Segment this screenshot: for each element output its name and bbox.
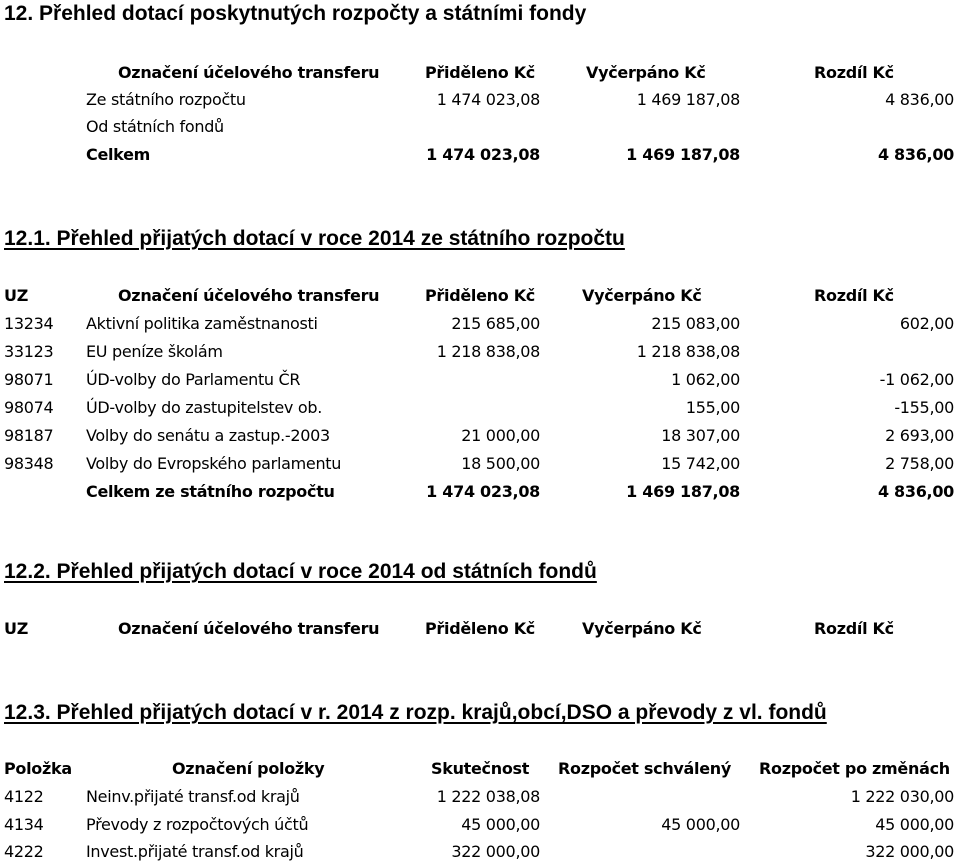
s2-row-allocated: 215 685,00 [451, 314, 540, 333]
s3-header-transfer: Označení účelového transferu [118, 619, 380, 638]
s4-header-item: Položka [4, 759, 72, 778]
s2-header-spent: Vyčerpáno Kč [582, 286, 702, 305]
s2-header-transfer: Označení účelového transferu [118, 286, 380, 305]
s2-row-spent: 155,00 [685, 398, 740, 417]
section-12-title: 12. Přehled dotací poskytnutých rozpočty a státními fondy [4, 2, 587, 25]
s2-row-spent: 18 307,00 [661, 426, 740, 445]
s2-row-name: EU peníze školám [86, 342, 223, 361]
s4-header-changed: Rozpočet po změnách [759, 759, 950, 778]
s2-total-spent: 1 469 187,08 [626, 482, 740, 501]
s2-row-difference: 602,00 [899, 314, 954, 333]
s4-row-item: 4134 [4, 815, 44, 834]
s2-row-spent: 15 742,00 [661, 454, 740, 473]
s4-header-item-name: Označení položky [172, 759, 325, 778]
s2-row-difference: -1 062,00 [879, 370, 954, 389]
s2-row-allocated: 21 000,00 [461, 426, 540, 445]
s4-row-item: 4122 [4, 787, 44, 806]
s1-total-allocated: 1 474 023,08 [426, 145, 540, 164]
s2-row-name: Volby do Evropského parlamentu [86, 454, 342, 473]
s2-row-uz: 98074 [4, 398, 54, 417]
s4-row-changed: 1 222 030,00 [850, 787, 954, 806]
s2-row-spent: 215 083,00 [651, 314, 740, 333]
s2-row-spent: 1 218 838,08 [636, 342, 740, 361]
s2-total-allocated: 1 474 023,08 [426, 482, 540, 501]
s2-row-spent: 1 062,00 [671, 370, 740, 389]
s1-header-difference: Rozdíl Kč [814, 63, 894, 82]
s4-header-approved: Rozpočet schválený [558, 759, 732, 778]
s2-row-difference: -155,00 [894, 398, 954, 417]
s3-header-allocated: Přiděleno Kč [425, 619, 535, 638]
s4-row-changed: 322 000,00 [865, 842, 954, 861]
s1-header-spent: Vyčerpáno Kč [586, 63, 706, 82]
s2-header-uz: UZ [4, 286, 28, 305]
s4-row-changed: 45 000,00 [875, 815, 954, 834]
s2-row-name: Volby do senátu a zastup.-2003 [86, 426, 330, 445]
s2-row-allocated: 18 500,00 [461, 454, 540, 473]
s4-row-item: 4222 [4, 842, 44, 861]
s1-total-label: Celkem [86, 145, 151, 164]
s2-total-difference: 4 836,00 [877, 482, 954, 501]
s4-row-name: Invest.přijaté transf.od krajů [86, 842, 304, 861]
section-12-1-title: 12.1. Přehled přijatých dotací v roce 2014 ze státního rozpočtu [4, 227, 625, 250]
s2-row-name: Aktivní politika zaměstnanosti [86, 314, 318, 333]
s2-row-uz: 98071 [4, 370, 54, 389]
s1-header-allocated: Přiděleno Kč [425, 63, 535, 82]
s4-row-name: Převody z rozpočtových účtů [86, 815, 309, 834]
s3-header-spent: Vyčerpáno Kč [582, 619, 702, 638]
s4-row-name: Neinv.přijaté transf.od krajů [86, 787, 300, 806]
section-12-2-title: 12.2. Přehled přijatých dotací v roce 2014 od státních fondů [4, 560, 597, 583]
s4-row-actual: 1 222 038,08 [436, 787, 540, 806]
s2-row-difference: 2 758,00 [885, 454, 954, 473]
s2-row-allocated: 1 218 838,08 [436, 342, 540, 361]
s4-row-approved: 45 000,00 [661, 815, 740, 834]
s1-row-difference: 4 836,00 [885, 90, 954, 109]
s3-header-uz: UZ [4, 619, 28, 638]
s2-row-uz: 98348 [4, 454, 54, 473]
s2-header-difference: Rozdíl Kč [814, 286, 894, 305]
s3-header-difference: Rozdíl Kč [814, 619, 894, 638]
s1-total-difference: 4 836,00 [877, 145, 954, 164]
s2-header-allocated: Přiděleno Kč [425, 286, 535, 305]
s1-row-spent: 1 469 187,08 [636, 90, 740, 109]
s4-row-actual: 45 000,00 [461, 815, 540, 834]
s1-row-name: Od státních fondů [86, 117, 224, 136]
s2-row-name: ÚD-volby do Parlamentu ČR [86, 370, 301, 389]
s2-row-uz: 13234 [4, 314, 54, 333]
s1-row-name: Ze státního rozpočtu [86, 90, 246, 109]
s1-header-transfer: Označení účelového transferu [118, 63, 380, 82]
s4-row-actual: 322 000,00 [451, 842, 540, 861]
s2-total-label: Celkem ze státního rozpočtu [86, 482, 335, 501]
section-12-3-title: 12.3. Přehled přijatých dotací v r. 2014 z rozp. krajů,obcí,DSO a převody z vl. fondů [4, 701, 827, 724]
s2-row-name: ÚD-volby do zastupitelstev ob. [86, 398, 322, 417]
s1-row-allocated: 1 474 023,08 [436, 90, 540, 109]
s2-row-uz: 33123 [4, 342, 54, 361]
s2-row-uz: 98187 [4, 426, 54, 445]
s1-total-spent: 1 469 187,08 [626, 145, 740, 164]
s4-header-actual: Skutečnost [431, 759, 530, 778]
s2-row-difference: 2 693,00 [885, 426, 954, 445]
